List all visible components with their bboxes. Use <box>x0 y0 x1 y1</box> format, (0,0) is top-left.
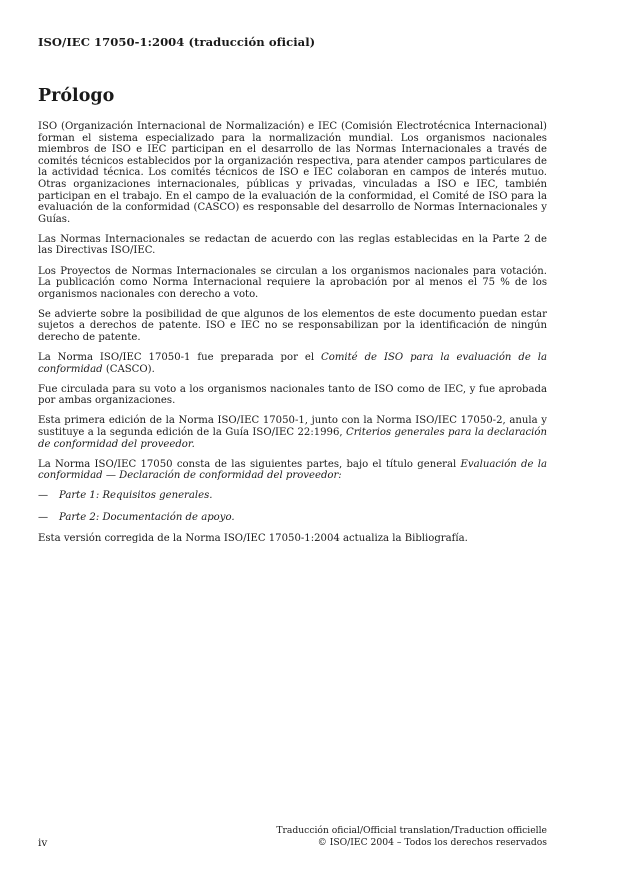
paragraph-1: ISO (Organización Internacional de Normalización) e IEC (Comisión Electrotécnica Internacional) forman el sistema especializado para la normalización mundial. Los organismos nacionales miembros de ISO e IEC participan en el desarrollo de las Normas Internacionales a través de comités técnicos establecidos por la organización respectiva, para atender campos particulares de la actividad técnica. Los comités técnicos de ISO e IEC colaboran en campos de interés mutuo. Otras organizaciones internacionales, públicas y privadas, vinculadas a ISO e IEC, también participan en el trabajo. En el campo de la evaluación de la conformidad, el Comité de ISO para la evaluación de la conformidad (CASCO) es responsable del desarrollo de Normas Internacionales y Guías. <box>38 121 547 225</box>
footer-notice <box>276 825 547 849</box>
list-item <box>38 512 547 524</box>
paragraph-7 <box>38 415 547 450</box>
guide-title: Criterios generales para la declaración de conformidad del proveedor. <box>38 427 547 450</box>
translation-line: Traducción oficial/Official translation/Traduction officielle <box>276 825 547 836</box>
list-item-text: Parte 1: Requisitos generales. <box>59 490 213 502</box>
document-header: ISO/IEC 17050-1:2004 (traducción oficial) <box>38 35 316 49</box>
paragraph-3: Los Proyectos de Normas Internacionales se circulan a los organismos nacionales para votación. La publicación como Norma Internacional requiere la aprobación por al menos el 75 % de los organismos nacionales con derecho a voto. <box>38 265 547 300</box>
paragraph-5-text: La Norma ISO/IEC 17050-1 fue preparada por el <box>38 352 322 364</box>
committee-name: Comité de ISO para la evaluación de la conformidad <box>38 352 547 375</box>
paragraph-5 <box>38 352 547 375</box>
list-dash: — <box>38 511 49 523</box>
paragraph-7-text: Esta primera edición de la Norma ISO/IEC 17050-1, junto con la Norma ISO/IEC 17050-2, anula y sustituye a la segunda edición de la Guía ISO/IEC 22:1996, <box>38 415 547 439</box>
list-item <box>38 490 547 502</box>
paragraph-9: Esta versión corregida de la Norma ISO/IEC 17050-1:2004 actualiza la Bibliografía. <box>38 532 468 544</box>
page-number: iv <box>38 837 48 849</box>
paragraph-8 <box>38 459 547 482</box>
list-item-text: Parte 2: Documentación de apoyo. <box>59 511 235 523</box>
general-title: Evaluación de la conformidad — Declaración de conformidad del proveedor: <box>38 458 547 482</box>
foreword-body <box>38 121 547 553</box>
paragraph-2: Las Normas Internacionales se redactan de acuerdo con las reglas establecidas en la Parte 2 de las Directivas ISO/IEC. <box>38 233 547 257</box>
copyright-line: © ISO/IEC 2004 – Todos los derechos reservados <box>317 837 547 849</box>
paragraph-6: Fue circulada para su voto a los organismos nacionales tanto de ISO como de IEC, y fue aprobada por ambas organizaciones. <box>38 383 547 407</box>
paragraph-4: Se advierte sobre la posibilidad de que algunos de los elementos de este documento puedan estar sujetos a derechos de patente. ISO e IEC no se responsabilizan por la identificación de ningún derecho de patente. <box>38 308 547 343</box>
list-dash: — <box>38 490 49 502</box>
paragraph-8-text: La Norma ISO/IEC 17050 consta de las siguientes partes, bajo el título general <box>38 458 461 470</box>
paragraph-5-tail: (CASCO). <box>102 363 155 375</box>
page-title: Prólogo <box>38 86 115 106</box>
